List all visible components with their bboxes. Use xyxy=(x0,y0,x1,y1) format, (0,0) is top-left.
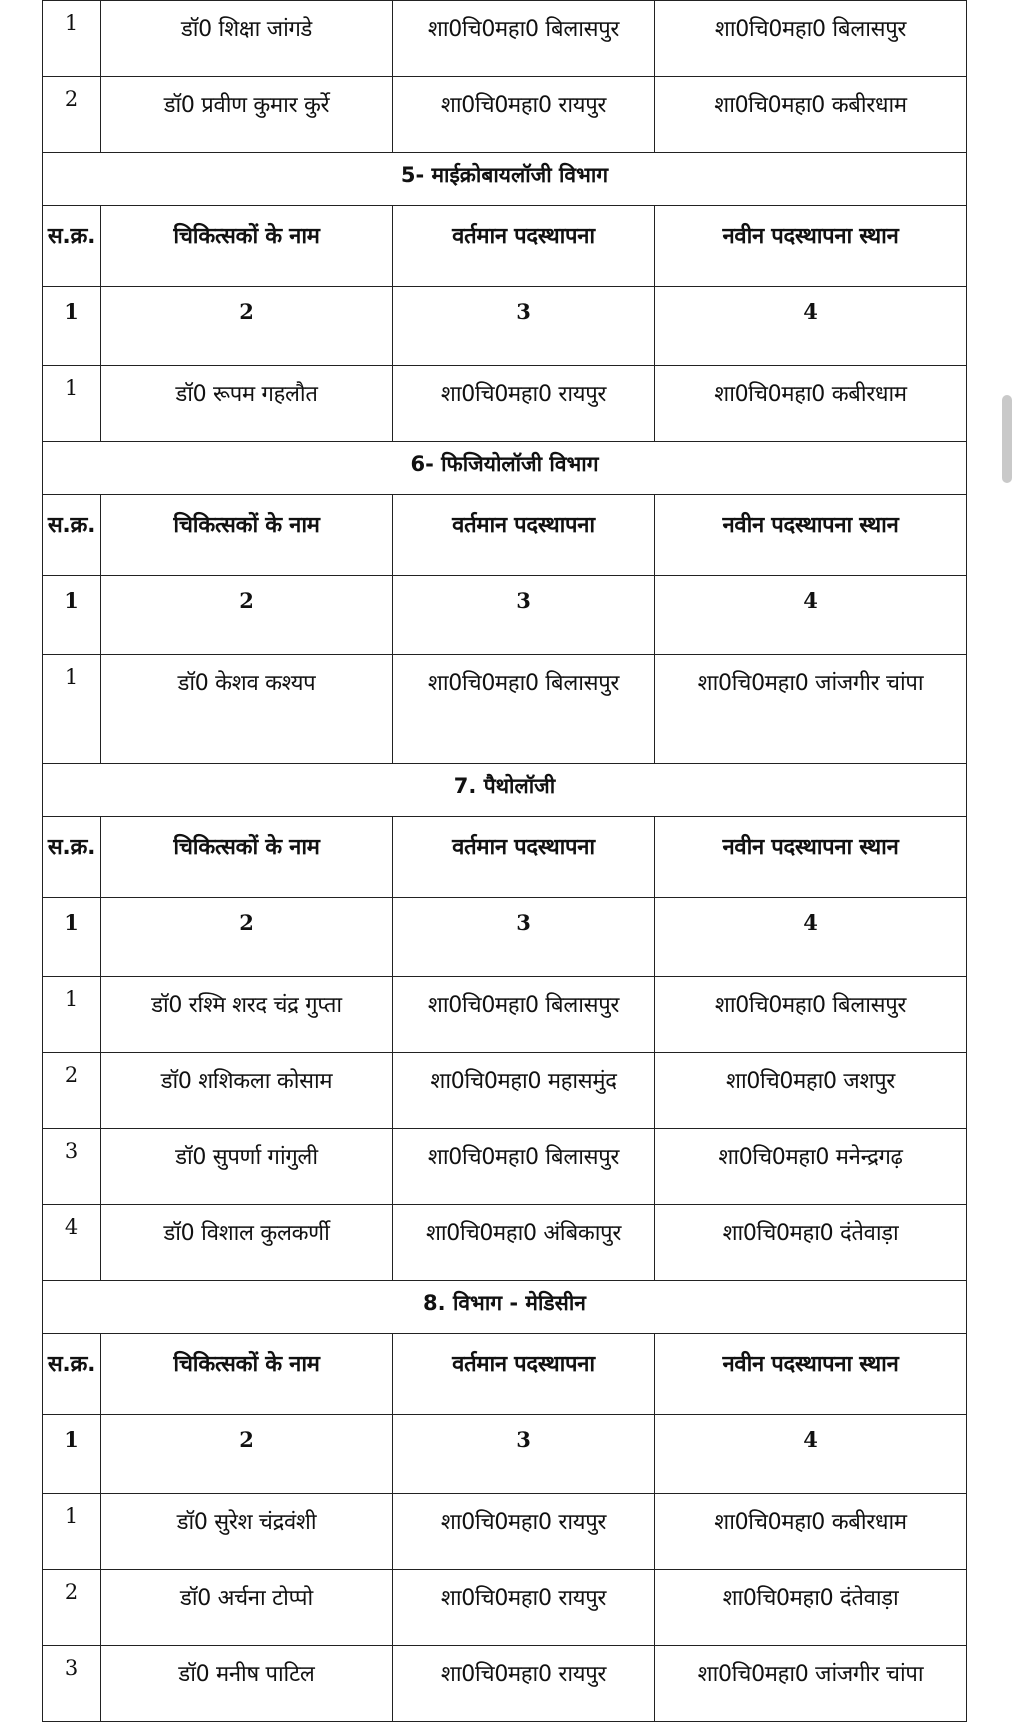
new-posting: शा0चि0महा0 कबीरधाम xyxy=(655,77,967,153)
table-row xyxy=(43,1570,967,1646)
header-current-posting: वर्तमान पदस्थापना xyxy=(393,817,655,898)
serial-number: 1 xyxy=(43,1494,101,1570)
doctor-name: डॉ0 अर्चना टोप्पो xyxy=(101,1570,393,1646)
doctor-name: डॉ0 रूपम गहलौत xyxy=(101,366,393,442)
doctor-name: डॉ0 सुपर्णा गांगुली xyxy=(101,1129,393,1205)
header-current-posting: वर्तमान पदस्थापना xyxy=(393,495,655,576)
column-index: 1 xyxy=(43,287,101,366)
current-posting: शा0चि0महा0 रायपुर xyxy=(393,77,655,153)
doctor-name: डॉ0 शिक्षा जांगडे xyxy=(101,1,393,77)
header-current-posting: वर्तमान पदस्थापना xyxy=(393,1334,655,1415)
header-serial: स.क्र. xyxy=(43,817,101,898)
section-title: 7. पैथोलॉजी xyxy=(43,764,967,817)
column-header-row xyxy=(43,495,967,576)
table-row xyxy=(43,366,967,442)
table-row xyxy=(43,1646,967,1722)
header-new-posting: नवीन पदस्थापना स्थान xyxy=(655,1334,967,1415)
header-name: चिकित्सकों के नाम xyxy=(101,495,393,576)
current-posting: शा0चि0महा0 बिलासपुर xyxy=(393,977,655,1053)
current-posting: शा0चि0महा0 रायपुर xyxy=(393,366,655,442)
column-index: 1 xyxy=(43,898,101,977)
doctor-name: डॉ0 रश्मि शरद चंद्र गुप्ता xyxy=(101,977,393,1053)
table-row xyxy=(43,977,967,1053)
column-index: 1 xyxy=(43,576,101,655)
scrollbar-thumb[interactable] xyxy=(1002,395,1012,483)
new-posting: शा0चि0महा0 जांजगीर चांपा xyxy=(655,655,967,764)
section-title-row xyxy=(43,1281,967,1334)
column-index: 4 xyxy=(655,898,967,977)
serial-number: 2 xyxy=(43,77,101,153)
new-posting: शा0चि0महा0 जशपुर xyxy=(655,1053,967,1129)
doctor-name: डॉ0 मनीष पाटिल xyxy=(101,1646,393,1722)
posting-list-document xyxy=(42,0,966,1722)
column-index: 4 xyxy=(655,1415,967,1494)
new-posting: शा0चि0महा0 कबीरधाम xyxy=(655,1494,967,1570)
doctor-name: डॉ0 शशिकला कोसाम xyxy=(101,1053,393,1129)
serial-number: 1 xyxy=(43,366,101,442)
section-title-row xyxy=(43,442,967,495)
header-serial: स.क्र. xyxy=(43,206,101,287)
new-posting: शा0चि0महा0 बिलासपुर xyxy=(655,977,967,1053)
doctor-name: डॉ0 सुरेश चंद्रवंशी xyxy=(101,1494,393,1570)
current-posting: शा0चि0महा0 महासमुंद xyxy=(393,1053,655,1129)
current-posting: शा0चि0महा0 रायपुर xyxy=(393,1570,655,1646)
column-index: 3 xyxy=(393,287,655,366)
serial-number: 2 xyxy=(43,1570,101,1646)
table-row xyxy=(43,1494,967,1570)
table-row xyxy=(43,1205,967,1281)
serial-number: 1 xyxy=(43,977,101,1053)
section-title-row xyxy=(43,764,967,817)
current-posting: शा0चि0महा0 रायपुर xyxy=(393,1646,655,1722)
column-index: 3 xyxy=(393,1415,655,1494)
current-posting: शा0चि0महा0 अंबिकापुर xyxy=(393,1205,655,1281)
column-header-row xyxy=(43,206,967,287)
section-title-row xyxy=(43,153,967,206)
column-index: 2 xyxy=(101,898,393,977)
serial-number: 1 xyxy=(43,655,101,764)
table-row xyxy=(43,1129,967,1205)
new-posting: शा0चि0महा0 दंतेवाड़ा xyxy=(655,1570,967,1646)
column-index-row xyxy=(43,1415,967,1494)
header-name: चिकित्सकों के नाम xyxy=(101,817,393,898)
column-index: 4 xyxy=(655,576,967,655)
current-posting: शा0चि0महा0 बिलासपुर xyxy=(393,655,655,764)
column-index: 4 xyxy=(655,287,967,366)
current-posting: शा0चि0महा0 बिलासपुर xyxy=(393,1129,655,1205)
header-serial: स.क्र. xyxy=(43,1334,101,1415)
serial-number: 4 xyxy=(43,1205,101,1281)
header-new-posting: नवीन पदस्थापना स्थान xyxy=(655,206,967,287)
section-title: 8. विभाग - मेडिसीन xyxy=(43,1281,967,1334)
new-posting: शा0चि0महा0 कबीरधाम xyxy=(655,366,967,442)
column-header-row xyxy=(43,817,967,898)
doctor-name: डॉ0 केशव कश्यप xyxy=(101,655,393,764)
table-row xyxy=(43,1,967,77)
column-index: 3 xyxy=(393,898,655,977)
header-name: चिकित्सकों के नाम xyxy=(101,1334,393,1415)
new-posting: शा0चि0महा0 दंतेवाड़ा xyxy=(655,1205,967,1281)
new-posting: शा0चि0महा0 जांजगीर चांपा xyxy=(655,1646,967,1722)
column-index-row xyxy=(43,576,967,655)
header-new-posting: नवीन पदस्थापना स्थान xyxy=(655,817,967,898)
posting-table xyxy=(42,0,967,1722)
new-posting: शा0चि0महा0 मनेन्द्रगढ़ xyxy=(655,1129,967,1205)
column-index: 1 xyxy=(43,1415,101,1494)
column-index: 2 xyxy=(101,576,393,655)
serial-number: 3 xyxy=(43,1646,101,1722)
header-current-posting: वर्तमान पदस्थापना xyxy=(393,206,655,287)
serial-number: 3 xyxy=(43,1129,101,1205)
table-row xyxy=(43,655,967,764)
header-serial: स.क्र. xyxy=(43,495,101,576)
serial-number: 2 xyxy=(43,1053,101,1129)
serial-number: 1 xyxy=(43,1,101,77)
header-name: चिकित्सकों के नाम xyxy=(101,206,393,287)
column-index-row xyxy=(43,898,967,977)
current-posting: शा0चि0महा0 बिलासपुर xyxy=(393,1,655,77)
column-index-row xyxy=(43,287,967,366)
table-row xyxy=(43,77,967,153)
header-new-posting: नवीन पदस्थापना स्थान xyxy=(655,495,967,576)
doctor-name: डॉ0 प्रवीण कुमार कुर्रे xyxy=(101,77,393,153)
table-row xyxy=(43,1053,967,1129)
doctor-name: डॉ0 विशाल कुलकर्णी xyxy=(101,1205,393,1281)
column-index: 2 xyxy=(101,1415,393,1494)
current-posting: शा0चि0महा0 रायपुर xyxy=(393,1494,655,1570)
section-title: 6- फिजियोलॉजी विभाग xyxy=(43,442,967,495)
column-index: 3 xyxy=(393,576,655,655)
column-header-row xyxy=(43,1334,967,1415)
section-title: 5- माईक्रोबायलॉजी विभाग xyxy=(43,153,967,206)
column-index: 2 xyxy=(101,287,393,366)
new-posting: शा0चि0महा0 बिलासपुर xyxy=(655,1,967,77)
